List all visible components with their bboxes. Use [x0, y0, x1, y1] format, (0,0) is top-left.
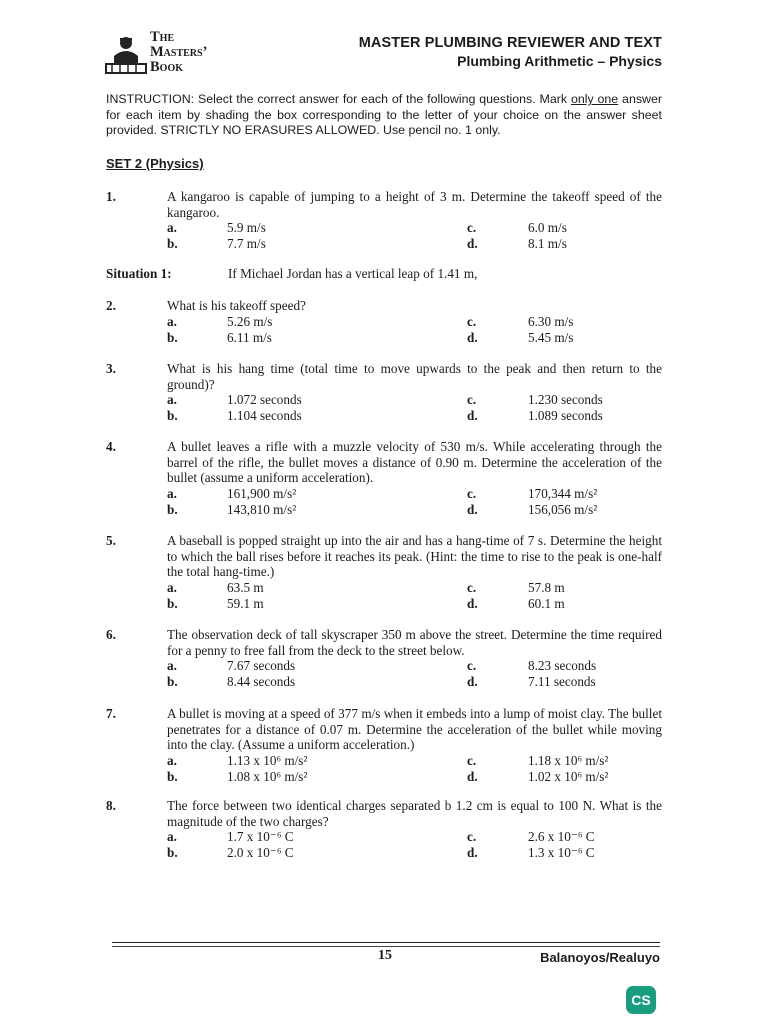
- choice-c: 6.0 m/s: [528, 220, 567, 235]
- answer-choices: a. 1.072 seconds c. 1.230 seconds b. 1.104 seconds d. 1.089 seconds: [167, 392, 603, 423]
- answer-choices: a. 1.13 x 10⁶ m/s² c. 1.18 x 10⁶ m/s² b. 1.08 x 10⁶ m/s² d. 1.02 x 10⁶ m/s²: [167, 752, 609, 784]
- choice-c: 57.8 m: [528, 579, 565, 595]
- question-number: 6.: [106, 627, 116, 642]
- choice-c: 170,344 m/s²: [528, 485, 598, 501]
- answer-choices: a. 1.7 x 10⁻⁶ C c. 2.6 x 10⁻⁶ C b. 2.0 x 10⁻⁶ C d. 1.3 x 10⁻⁶ C: [167, 829, 595, 860]
- question-8: [106, 798, 666, 861]
- question-7: [106, 706, 666, 785]
- answer-choices: a. 63.5 m c. 57.8 m b. 59.1 m d. 60.1 m: [167, 579, 565, 611]
- footer-divider-thin: [112, 946, 660, 947]
- logo-emblem-icon: [104, 34, 148, 76]
- question-number: 3.: [106, 361, 116, 376]
- document-title: MASTER PLUMBING REVIEWER AND TEXT: [358, 35, 662, 51]
- choice-b: 8.44 seconds: [227, 674, 296, 689]
- choice-d: 5.45 m/s: [528, 329, 574, 345]
- question-stem: The observation deck of tall skyscraper 350 m above the street. Determine the time required for a penny to free fall from the deck to the street below.: [167, 627, 662, 658]
- choice-d: 8.1 m/s: [528, 236, 567, 251]
- answer-choices: a. 7.67 seconds c. 8.23 seconds b. 8.44 seconds d. 7.11 seconds: [167, 658, 597, 689]
- choice-c: 1.18 x 10⁶ m/s²: [528, 752, 609, 768]
- choice-b: 143,810 m/s²: [227, 501, 297, 517]
- question-stem: What is his hang time (total time to move upwards to the peak and then return to the ground)?: [167, 361, 662, 392]
- logo-wordmark: The Masters’ Book: [150, 29, 208, 75]
- instruction-paragraph: INSTRUCTION: Select the correct answer for each of the following questions. Mark only one answer for each item by shading the box corresponding to the letter of your choice on the answer sheet provided. STRICTLY NO ERASURES ALLOWED. Use pencil no. 1 only.: [106, 92, 662, 137]
- choice-c: 1.230 seconds: [528, 392, 603, 407]
- document-header: [359, 35, 662, 69]
- question-5: [106, 533, 666, 612]
- document-subtitle: Plumbing Arithmetic – Physics: [457, 53, 662, 69]
- choice-d: 1.02 x 10⁶ m/s²: [528, 768, 609, 784]
- situation-1: [106, 266, 477, 282]
- footer-divider: [112, 942, 660, 943]
- footer-authors: Balanoyos/Realuyo: [540, 950, 660, 965]
- question-number: 4.: [106, 439, 116, 454]
- answer-choices: a. 5.26 m/s c. 6.30 m/s b. 6.11 m/s d. 5.45 m/s: [167, 313, 574, 345]
- question-2: [106, 298, 666, 346]
- choice-a: 161,900 m/s²: [227, 485, 297, 501]
- choice-d: 7.11 seconds: [528, 674, 596, 689]
- question-number: 8.: [106, 798, 116, 813]
- question-stem: A bullet is moving at a speed of 377 m/s when it embeds into a lump of moist clay. The bullet penetrates for a distance of 0.07 m. Determine the acceleration of the bullet while moving into the clay. (Assume a uniform acceleration.): [167, 706, 662, 752]
- masters-book-logo: [104, 30, 234, 80]
- set-title: SET 2 (Physics): [106, 156, 204, 171]
- question-4: [106, 439, 666, 518]
- question-1: [106, 189, 666, 252]
- situation-text: If Michael Jordan has a vertical leap of 1.41 m,: [228, 266, 478, 281]
- choice-a: 1.072 seconds: [227, 392, 302, 407]
- choice-b: 2.0 x 10⁻⁶ C: [227, 845, 294, 860]
- question-number: 2.: [106, 298, 116, 313]
- question-stem: The force between two identical charges separated b 1.2 cm is equal to 100 N. What is the magnitude of the two charges?: [167, 798, 662, 829]
- choice-b: 59.1 m: [227, 595, 264, 611]
- choice-d: 1.089 seconds: [528, 408, 603, 423]
- question-number: 1.: [106, 189, 116, 204]
- choice-c: 6.30 m/s: [528, 313, 574, 329]
- choice-a: 63.5 m: [227, 579, 264, 595]
- question-6: [106, 627, 666, 690]
- question-stem: A baseball is popped straight up into the air and has a hang-time of 7 s. Determine the height to which the ball rises before it reaches its peak. (Hint: the time to rise to the peak is one-half the total hang-time.): [167, 533, 662, 579]
- question-3: [106, 361, 666, 424]
- choice-c: 2.6 x 10⁻⁶ C: [528, 829, 595, 844]
- question-stem: A kangaroo is capable of jumping to a height of 3 m. Determine the takeoff speed of the kangaroo.: [167, 189, 662, 220]
- choice-a: 7.67 seconds: [227, 658, 296, 673]
- question-stem: A bullet leaves a rifle with a muzzle velocity of 530 m/s. While accelerating through the barrel of the rifle, the bullet moves a distance of 0.90 m. Determine the acceleration of the bullet (assume a uniform acceleration).: [167, 439, 662, 485]
- choice-d: 156,056 m/s²: [528, 501, 598, 517]
- choice-a: 1.13 x 10⁶ m/s²: [227, 752, 308, 768]
- choice-c: 8.23 seconds: [528, 658, 597, 673]
- answer-choices: a. 161,900 m/s² c. 170,344 m/s² b. 143,810 m/s² d. 156,056 m/s²: [167, 485, 598, 517]
- choice-b: 6.11 m/s: [227, 329, 272, 345]
- question-stem: What is his takeoff speed?: [167, 298, 306, 313]
- question-number: 5.: [106, 533, 116, 548]
- camscanner-badge-icon: CS: [626, 986, 656, 1014]
- choice-a: 5.9 m/s: [227, 220, 266, 235]
- page-number: 15: [378, 948, 392, 963]
- answer-choices: a. 5.9 m/s c. 6.0 m/s b. 7.7 m/s d. 8.1 m/s: [167, 220, 567, 251]
- instruction-emphasis: only one: [570, 92, 619, 106]
- choice-a: 1.7 x 10⁻⁶ C: [227, 829, 294, 844]
- question-number: 7.: [106, 706, 116, 721]
- choice-b: 1.08 x 10⁶ m/s²: [227, 768, 308, 784]
- choice-a: 5.26 m/s: [227, 313, 273, 329]
- choice-d: 60.1 m: [528, 595, 565, 611]
- situation-label: Situation 1:: [106, 266, 172, 281]
- choice-b: 1.104 seconds: [227, 408, 302, 423]
- choice-b: 7.7 m/s: [227, 236, 266, 251]
- choice-d: 1.3 x 10⁻⁶ C: [528, 845, 595, 860]
